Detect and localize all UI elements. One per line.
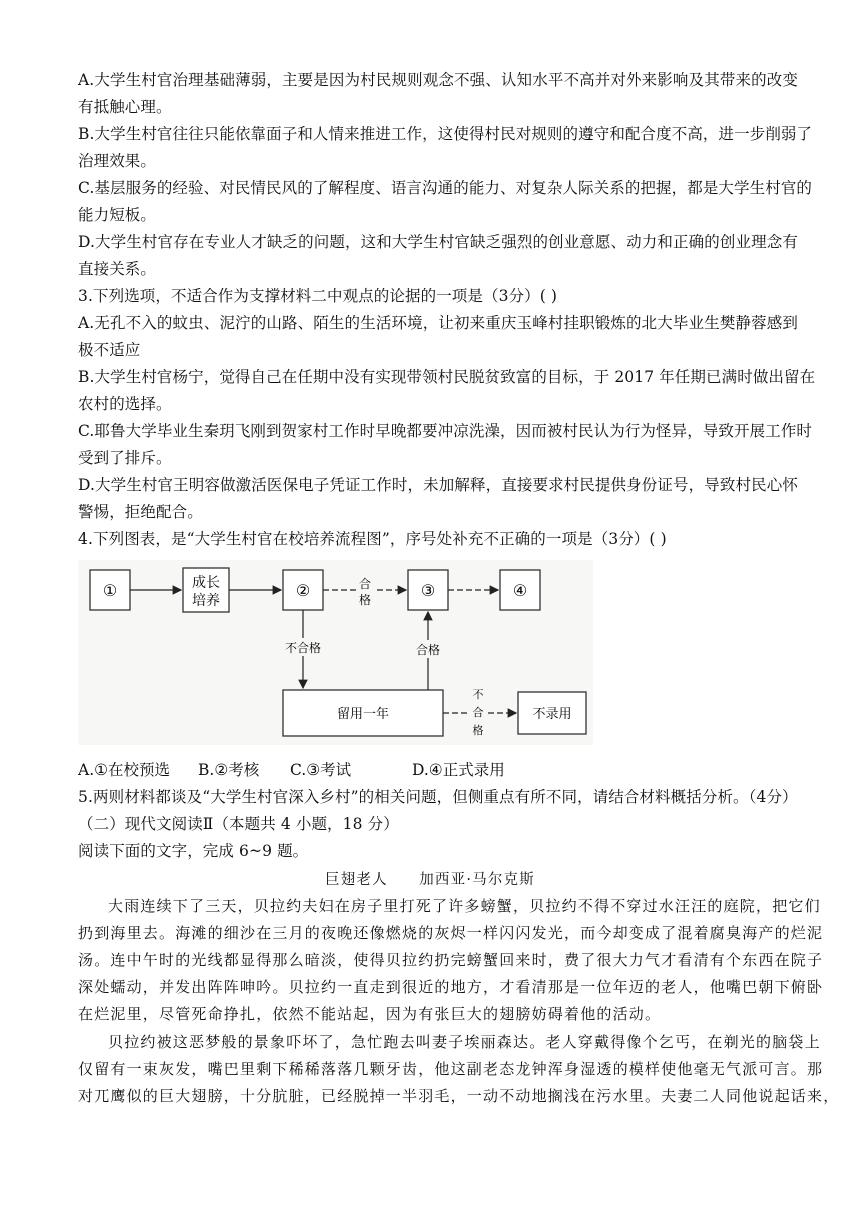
- q3-option-b-line1: B.大学生村官杨宁，觉得自己在任期中没有实现带领村民脱贫致富的目标，于 2017 年任期已满时做出留在: [78, 368, 816, 386]
- flowchart-diagram: [78, 560, 593, 745]
- box-reject-label: 不录用: [532, 707, 572, 722]
- box-grow-label-1: 成长: [192, 575, 220, 591]
- q3-option-c-line1: C.耶鲁大学毕业生秦玥飞刚到贺家村工作时早晚都要冲凉洗澡，因而被村民认为行为怪异，导致开展工作时: [78, 422, 813, 440]
- q3-stem: 3.下列选项，不适合作为支撑材料二中观点的论据的一项是（3分）( ): [78, 287, 558, 305]
- q3-option-c-line2: 受到了排斥。: [78, 449, 172, 467]
- story-line-8: 对兀鹰似的巨大翅膀，十分肮脏，已经脱掉一半羽毛，一动不动地搁浅在污水里。夫妻二人同他说起话来，: [78, 1087, 840, 1105]
- story-title: 巨翅老人 加西亚·马尔克斯: [325, 872, 535, 888]
- story-line-4: 深处蠕动，并发出阵阵呻吟。贝拉约一直走到很近的地方，才看清那是一位年迈的老人，他嘴巴朝下俯卧: [78, 978, 824, 996]
- story-line-5: 在烂泥里，尽管死命挣扎，依然不能站起，因为有张巨大的翅膀妨碍着他的活动。: [78, 1005, 662, 1023]
- q2-option-d-line1: D.大学生村官存在专业人才缺乏的问题，这和大学生村官缺乏强烈的创业意愿、动力和正确的创业理念有: [78, 233, 798, 251]
- story-line-7: 仅留有一束灰发，嘴巴里剩下稀稀落落几颗牙齿，他这副老态龙钟浑身湿透的模样使他毫无气派可言。那: [78, 1060, 824, 1078]
- q2-option-b-line2: 治理效果。: [78, 152, 157, 170]
- q4-option-a: A.①在校预选: [78, 761, 171, 779]
- q2-option-a-line2: 有抵触心理。: [78, 98, 172, 116]
- q3-option-b-line2: 农村的选择。: [78, 395, 172, 413]
- fail2-label-3: 格: [472, 724, 484, 737]
- section-heading: （二）现代文阅读Ⅱ（本题共 4 小题，18 分）: [78, 815, 399, 833]
- story-line-6: 贝拉约被这恶梦般的景象吓坏了，急忙跑去叫妻子埃丽森达。老人穿戴得像个乞丐，在剃光的脑袋上: [108, 1033, 821, 1051]
- box-4-label: ④: [512, 581, 528, 600]
- box-3-label: ③: [420, 581, 436, 600]
- q3-option-a-line2: 极不适应: [78, 341, 141, 359]
- q4-stem: 4.下列图表，是“大学生村官在校培养流程图”，序号处补充不正确的一项是（3分）( ): [78, 530, 667, 548]
- box-grow-label-2: 培养: [192, 593, 220, 609]
- q4-option-c: C.③考试: [290, 761, 352, 779]
- q2-option-d-line2: 直接关系。: [78, 260, 157, 278]
- reading-instruction: 阅读下面的文字，完成 6~9 题。: [78, 842, 309, 860]
- q5-stem: 5.两则材料都谈及“大学生村官深入乡村”的相关问题，但侧重点有所不同，请结合材料概括分析。（4分）: [78, 788, 798, 806]
- fail2-label-2: 合: [472, 706, 484, 719]
- fail2-label-1: 不: [472, 688, 484, 701]
- box-stay-label: 留用一年: [336, 707, 390, 722]
- pass-label-top-1: 合: [358, 577, 372, 591]
- box-2-label: ②: [295, 581, 311, 600]
- story-line-3: 汤。连中午时的光线都显得那么暗淡，使得贝拉约扔完螃蟹回来时，费了很大力气才看清有个东西在院子: [78, 951, 824, 969]
- box-1-label: ①: [102, 581, 118, 600]
- q2-option-a-line1: A.大学生村官治理基础薄弱，主要是因为村民规则观念不强、认知水平不高并对外来影响及其带来的改变: [78, 71, 798, 89]
- q4-option-b: B.②考核: [198, 761, 260, 779]
- q2-option-c-line2: 能力短板。: [78, 206, 157, 224]
- pass-label-top-2: 格: [358, 593, 372, 607]
- fail-label-left: 不合格: [284, 641, 322, 655]
- q3-option-d-line1: D.大学生村官王明容做激活医保电子凭证工作时，未加解释，直接要求村民提供身份证号，导致村民心怀: [78, 476, 798, 494]
- q3-option-a-line1: A.无孔不入的蚊虫、泥泞的山路、陌生的生活环境，让初来重庆玉峰村挂职锻炼的北大毕业生樊静蓉感到: [78, 314, 798, 332]
- pass-label-right: 合格: [415, 643, 441, 657]
- story-line-2: 扔到海里去。海滩的细沙在三月的夜晚还像燃烧的灰烬一样闪闪发光，而今却变成了混着腐臭海产的烂泥: [78, 924, 824, 942]
- q2-option-b-line1: B.大学生村官往往只能依靠面子和人情来推进工作，这使得村民对规则的遵守和配合度不高，进一步削弱了: [78, 125, 813, 143]
- q3-option-d-line2: 警惕，拒绝配合。: [78, 503, 203, 521]
- q4-option-d: D.④正式录用: [412, 761, 505, 779]
- story-line-1: 大雨连续下了三天，贝拉约夫妇在房子里打死了许多螃蟹，贝拉约不得不穿过水汪汪的庭院，把它们: [108, 897, 821, 915]
- q2-option-c-line1: C.基层服务的经验、对民情民风的了解程度、语言沟通的能力、对复杂人际关系的把握，都是大学生村官的: [78, 179, 813, 197]
